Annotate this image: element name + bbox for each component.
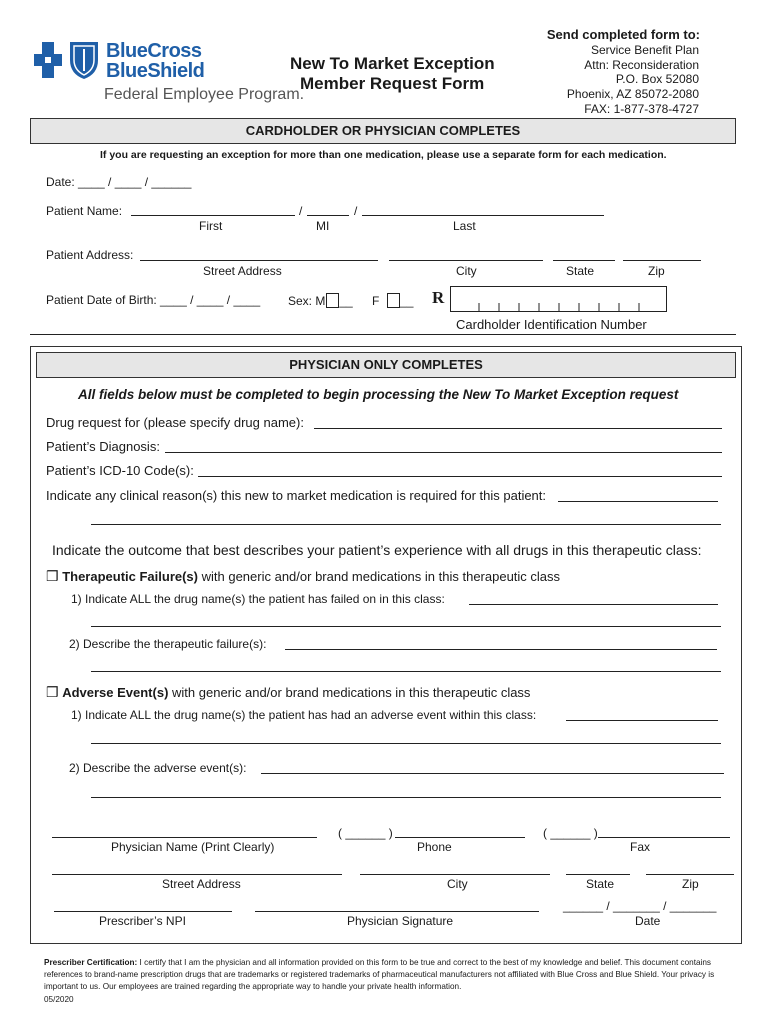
section-divider — [30, 334, 736, 335]
logo-line1: BlueCross — [106, 40, 202, 62]
zip-field[interactable] — [623, 260, 701, 261]
adverse-event-option[interactable] — [46, 684, 530, 701]
section1-header-text: CARDHOLDER OR PHYSICIAN COMPLETES — [245, 123, 521, 138]
r-prefix: R — [432, 288, 445, 307]
section2-header-text: PHYSICIAN ONLY COMPLETES — [289, 357, 483, 372]
patient-last-name-field[interactable] — [362, 215, 604, 216]
tf-q1-label: 1) Indicate ALL the drug name(s) the patient has failed on in this class: — [71, 592, 445, 606]
phone-label: Phone — [417, 840, 452, 854]
prescriber-certification — [44, 957, 734, 993]
ae-q2-field[interactable] — [261, 773, 724, 774]
cardholder-id-field[interactable] — [450, 286, 667, 312]
tf-q2-field[interactable] — [285, 649, 717, 650]
ae-q2-label: 2) Describe the adverse event(s): — [69, 761, 247, 775]
clinical-reason-field[interactable] — [558, 501, 718, 502]
outcome-prompt: Indicate the outcome that best describes your patient’s experience with all drugs in this therapeutic class: — [52, 542, 702, 558]
adverse-event-desc: with generic and/or brand medications in this therapeutic class — [168, 685, 531, 700]
icd-field[interactable] — [198, 476, 722, 477]
ae-q1-field-2[interactable] — [91, 743, 721, 744]
city-label: City — [456, 264, 477, 278]
form-title-line2: Member Request Form — [300, 74, 485, 93]
sex-f-label: F — [372, 294, 380, 308]
logo-line2: BlueShield — [106, 60, 205, 82]
date-field[interactable]: Date: ____ / ____ / ______ — [46, 175, 192, 189]
tf-q1-field[interactable] — [469, 604, 718, 605]
icd-label: Patient’s ICD-10 Code(s): — [46, 463, 194, 478]
first-label: First — [199, 219, 223, 233]
fax-area-code[interactable]: ( ______ ) — [543, 826, 598, 840]
last-label: Last — [453, 219, 476, 233]
name-separator: / — [354, 204, 358, 218]
section1-note: If you are requesting an exception for more than one medication, please use a separate form for each medication. — [100, 149, 667, 161]
cert-text: I certify that I am the physician and all information provided on this form to be true and correct to the best of my knowledge and belief. This document contains references to brand-name prescription drugs that are trademarks or registered trademarks of pharmaceutical manufacturers not affiliated with Blue Cross and Blue Shield. Your privacy is important to us. Our employees are trained regarding the appropriate way to handle your private health information. — [44, 958, 715, 991]
physician-state-label: State — [586, 877, 615, 891]
cert-label: Prescriber Certification: — [44, 958, 138, 967]
tf-q1-field-2[interactable] — [91, 626, 721, 627]
physician-signature-field[interactable] — [255, 911, 539, 912]
send-to-line: Attn: Reconsideration — [584, 58, 699, 72]
dob-field[interactable]: Patient Date of Birth: ____ / ____ / ____ — [46, 293, 261, 307]
fax-field[interactable] — [598, 837, 730, 838]
adverse-event-title: Adverse Event(s) — [62, 685, 169, 700]
patient-mi-field[interactable] — [307, 215, 349, 216]
state-field[interactable] — [553, 260, 615, 261]
logo — [34, 38, 305, 108]
send-to-heading: Send completed form to: — [546, 27, 700, 42]
cardholder-id-label: Cardholder Identification Number — [456, 317, 647, 332]
drug-request-field[interactable] — [314, 428, 722, 429]
diagnosis-field[interactable] — [165, 452, 722, 453]
therapeutic-failure-title: Therapeutic Failure(s) — [62, 569, 198, 584]
ae-q2-field-2[interactable] — [91, 797, 721, 798]
date-label: Date — [635, 914, 661, 928]
patient-name-label: Patient Name: — [46, 204, 123, 218]
tf-q2-field-2[interactable] — [91, 671, 721, 672]
section2-header — [36, 352, 736, 378]
tf-q2-label: 2) Describe the therapeutic failure(s): — [69, 637, 267, 651]
send-to-line: P.O. Box 52080 — [615, 72, 699, 86]
city-field[interactable] — [389, 260, 543, 261]
signature-date-field[interactable]: ______ / _______ / _______ — [563, 899, 717, 913]
state-label: State — [566, 264, 595, 278]
patient-address-label: Patient Address: — [46, 248, 134, 262]
name-separator: / — [299, 204, 303, 218]
physician-name-label: Physician Name (Print Clearly) — [111, 840, 275, 854]
id-digit-separators — [451, 287, 668, 313]
physician-street-field[interactable] — [52, 874, 342, 875]
clinical-reason-field-2[interactable] — [91, 524, 721, 525]
physician-street-label: Street Address — [162, 877, 241, 891]
section1-header — [30, 118, 736, 144]
physician-city-label: City — [447, 877, 468, 891]
npi-field[interactable] — [54, 911, 232, 912]
diagnosis-label: Patient’s Diagnosis: — [46, 439, 160, 454]
send-to-line: Service Benefit Plan — [590, 43, 699, 57]
street-address-field[interactable] — [140, 260, 378, 261]
fax-label: Fax — [630, 840, 651, 854]
zip-label: Zip — [648, 264, 665, 278]
sex-f-checkbox[interactable] — [387, 293, 400, 308]
sex-m-checkbox[interactable] — [326, 293, 339, 308]
patient-first-name-field[interactable] — [131, 215, 295, 216]
therapeutic-failure-checkbox-icon[interactable]: ❒ — [46, 568, 59, 584]
clinical-reason-label: Indicate any clinical reason(s) this new to market medication is required for this patient: — [46, 488, 547, 503]
physician-zip-field[interactable] — [646, 874, 734, 875]
signature-label: Physician Signature — [347, 914, 454, 928]
send-to-line: FAX: 1-877-378-4727 — [584, 102, 699, 116]
form-version: 05/2020 — [44, 995, 74, 1004]
sex-m-option[interactable]: Sex: M __ — [288, 294, 353, 308]
street-address-label: Street Address — [203, 264, 282, 278]
section2-instruction: All fields below must be completed to begin processing the New To Market Exception request — [78, 387, 679, 402]
bluecross-logo-icon — [34, 40, 102, 80]
form-title-line1: New To Market Exception — [290, 54, 495, 73]
drug-request-label: Drug request for (please specify drug name): — [46, 415, 304, 430]
phone-area-code[interactable]: ( ______ ) — [338, 826, 393, 840]
ae-q1-label: 1) Indicate ALL the drug name(s) the patient has had an adverse event within this class: — [71, 708, 537, 722]
therapeutic-failure-desc: with generic and/or brand medications in this therapeutic class — [198, 569, 561, 584]
physician-name-field[interactable] — [52, 837, 317, 838]
sex-f-option[interactable]: F __ — [372, 294, 414, 308]
mi-label: MI — [316, 219, 330, 233]
physician-zip-label: Zip — [682, 877, 699, 891]
phone-field[interactable] — [395, 837, 525, 838]
ae-q1-field[interactable] — [566, 720, 718, 721]
npi-label: Prescriber’s NPI — [99, 914, 186, 928]
therapeutic-failure-option[interactable] — [46, 568, 560, 585]
adverse-event-checkbox-icon[interactable]: ❒ — [46, 684, 59, 700]
physician-state-field[interactable] — [566, 874, 630, 875]
logo-line3: Federal Employee Program. — [104, 86, 305, 103]
physician-city-field[interactable] — [360, 874, 550, 875]
sex-m-label: Sex: M — [288, 294, 326, 308]
send-to-line: Phoenix, AZ 85072-2080 — [566, 87, 699, 101]
